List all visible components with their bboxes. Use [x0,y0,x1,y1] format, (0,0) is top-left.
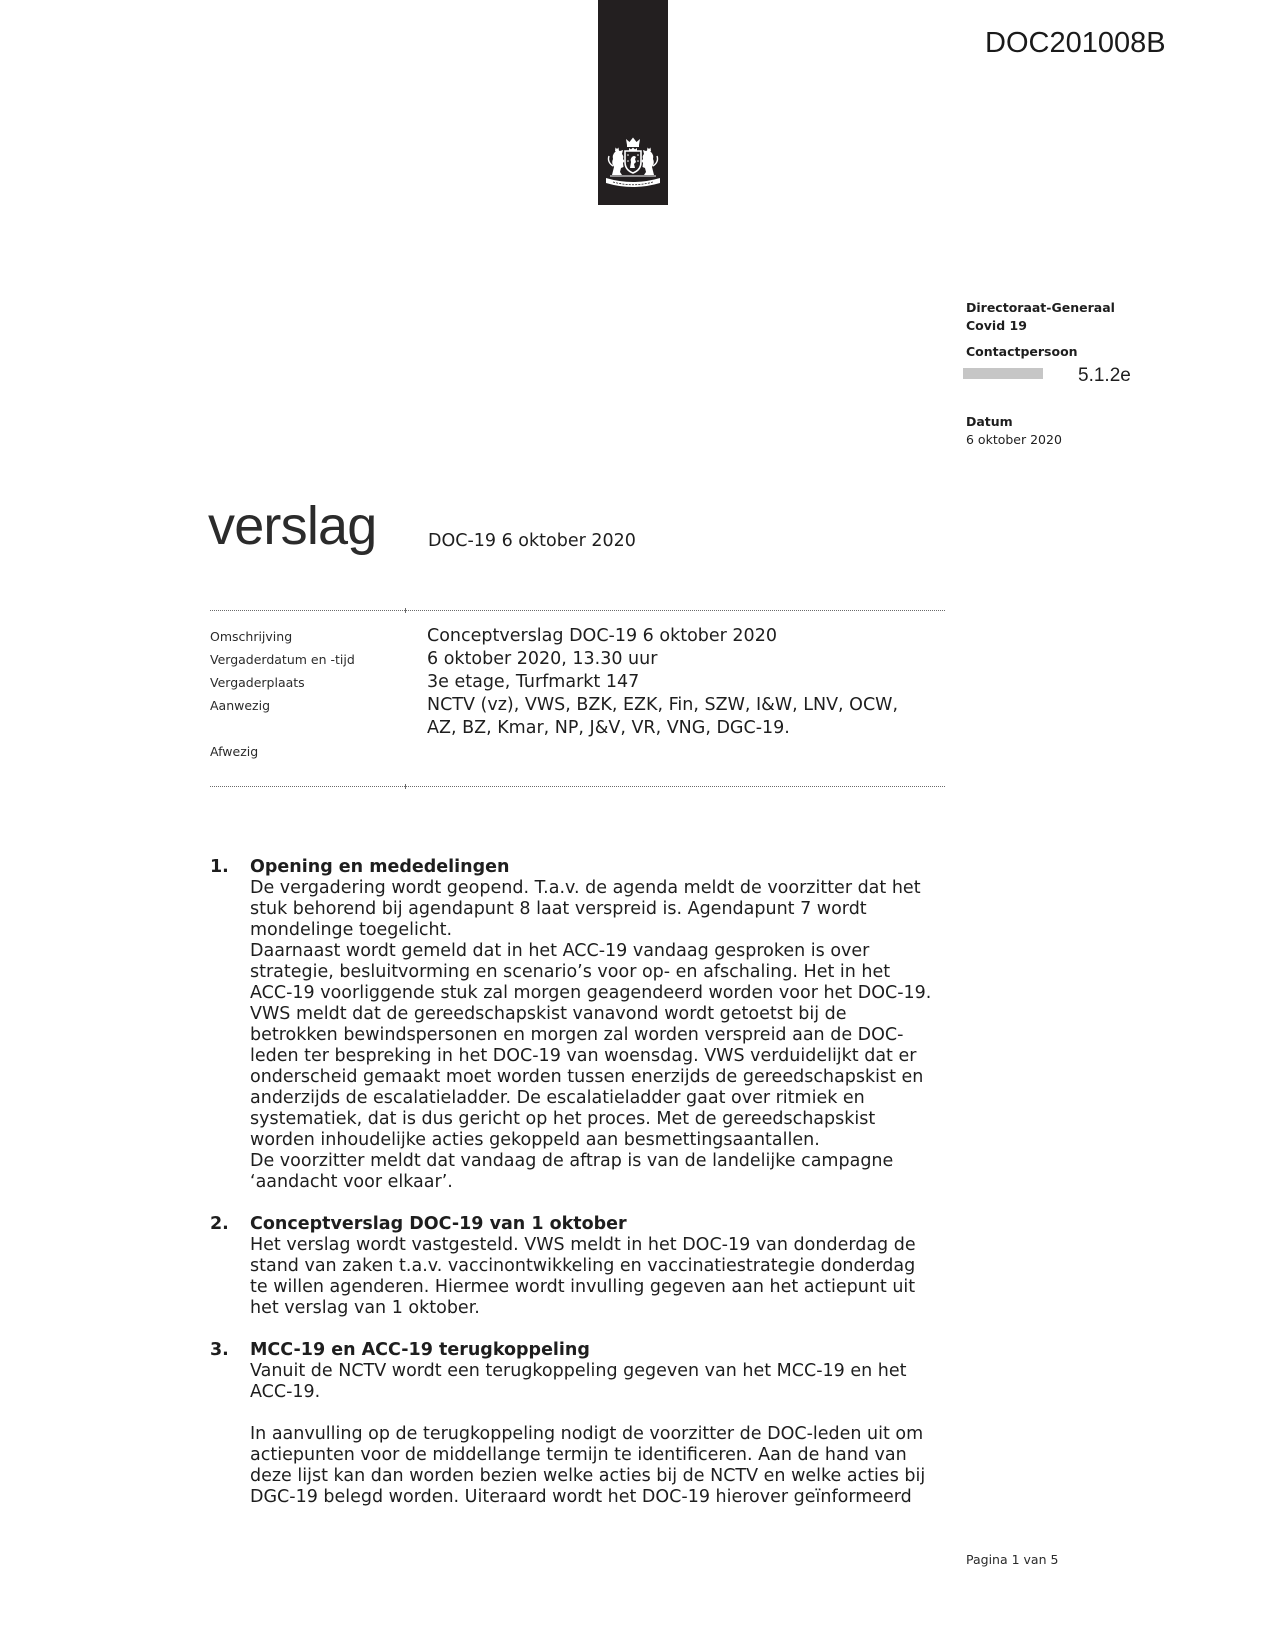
crown-base-shape [627,145,639,147]
paragraph-line: VWS meldt dat de gereedschapskist vanavond wordt getoetst bij de [250,1004,847,1024]
agenda-item [210,1340,970,1508]
agenda-item [210,1214,970,1319]
agenda-item-content [250,857,970,1193]
paragraph-line: In aanvulling op de terugkoppeling nodigt de voorzitter de DOC-leden uit om [250,1424,924,1444]
paragraph-line: De voorzitter meldt dat vandaag de aftrap is van de landelijke campagne [250,1151,894,1171]
paragraph-line: De vergadering wordt geopend. T.a.v. de agenda meldt de voorzitter dat het [250,878,921,898]
page-number: Pagina 1 van 5 [966,1552,1059,1567]
agenda-item-number: 3. [210,1340,229,1360]
redaction-code: 5.1.2e [1078,365,1131,386]
agenda-item-title: MCC-19 en ACC-19 terugkoppeling [250,1340,590,1360]
meta-value-line: 6 oktober 2020, 13.30 uur [427,649,658,669]
paragraph-line: stuk behorend bij agendapunt 8 laat verspreid is. Agendapunt 7 wordt [250,899,867,919]
paragraph-line: te willen agenderen. Hiermee wordt invulling gegeven aan het actiepunt uit [250,1277,916,1297]
paragraph-line: Vanuit de NCTV wordt een terugkoppeling gegeven van het MCC-19 en het [250,1361,907,1381]
agenda-item-number: 2. [210,1214,229,1234]
meta-value-line: 3e etage, Turfmarkt 147 [427,672,640,692]
meta-row [210,740,945,763]
paragraph-line: ACC-19. [250,1382,321,1402]
meta-table [210,625,945,763]
logo-bar [598,0,668,205]
paragraph-line: actiepunten voor de middellange termijn te identificeren. Aan de hand van [250,1445,907,1465]
agenda-items [210,857,970,1529]
meta-label: Omschrijving [210,629,293,644]
paragraph-line: betrokken bewindspersonen en morgen zal worden verspreid aan de DOC- [250,1025,904,1045]
paragraph-line: onderscheid gemaakt moet worden tussen enerzijds de gereedschapskist en [250,1067,924,1087]
lion-left-shape [609,148,625,176]
paragraph-line: Het verslag wordt vastgesteld. VWS meldt in het DOC-19 van donderdag de [250,1235,916,1255]
paragraph-line: het verslag van 1 oktober. [250,1298,480,1318]
bottom-divider [210,786,945,787]
meta-row [210,694,945,740]
paragraph-line: mondelinge toegelicht. [250,920,453,940]
date-value: 6 oktober 2020 [966,432,1062,447]
organisation-label: Directoraat-Generaal [966,300,1115,315]
agenda-item [210,857,970,1193]
paragraph-line: systematiek, dat is dus gericht op het proces. Met de gereedschapskist [250,1109,876,1129]
date-label: Datum [966,414,1013,429]
meta-value-line: AZ, BZ, Kmar, NP, J&V, VR, VNG, DGC-19. [427,718,790,738]
paragraph-line: Daarnaast wordt gemeld dat in het ACC-19 vandaag gesproken is over [250,941,870,961]
redaction-bar [963,368,1043,379]
meta-row [210,671,945,694]
meta-label: Vergaderdatum en -tijd [210,652,355,667]
agenda-item-title: Opening en mededelingen [250,857,510,877]
paragraph-line: ACC-19 voorliggende stuk zal morgen geagendeerd worden voor het DOC-19. [250,983,932,1003]
meta-value [427,694,898,740]
meta-value-line: Conceptverslag DOC-19 6 oktober 2020 [427,626,777,646]
agenda-item-content [250,1340,970,1508]
paragraph-line: DGC-19 belegd worden. Uiteraard wordt het DOC-19 hierover geïnformeerd [250,1487,912,1507]
paragraph-line: leden ter bespreking in het DOC-19 van woensdag. VWS verduidelijkt dat er [250,1046,917,1066]
coat-of-arms-icon [603,136,663,192]
paragraph [250,1361,970,1403]
meta-value [427,671,639,694]
paragraph-line: strategie, besluitvorming en scenario’s voor op- en afschaling. Het in het [250,962,891,982]
meta-label: Afwezig [210,744,259,759]
contact-label: Contactpersoon [966,344,1078,359]
meta-row [210,625,945,648]
shield-shape [625,148,641,173]
organisation-sub-label: Covid 19 [966,318,1027,333]
paragraph [250,878,970,1193]
document-id: DOC201008B [985,27,1166,59]
meta-label: Aanwezig [210,698,271,713]
agenda-item-title: Conceptverslag DOC-19 van 1 oktober [250,1214,627,1234]
document-subtitle: DOC-19 6 oktober 2020 [428,531,636,551]
document-type-title: verslag [208,496,377,556]
agenda-item-number: 1. [210,857,229,877]
meta-label: Vergaderplaats [210,675,305,690]
meta-value [427,625,777,648]
paragraph-line: worden inhoudelijke acties gekoppeld aan besmettingsaantallen. [250,1130,820,1150]
paragraph [250,1235,970,1319]
crown-shape [626,138,640,146]
paragraph-line: stand van zaken t.a.v. vaccinontwikkeling en vaccinatiestrategie donderdag [250,1256,916,1276]
meta-value-line: NCTV (vz), VWS, BZK, EZK, Fin, SZW, I&W, LNV, OCW, [427,695,899,715]
meta-row [210,648,945,671]
lion-right-shape [642,148,658,176]
agenda-item-content [250,1214,970,1319]
paragraph-line: deze lijst kan dan worden bezien welke acties bij de NCTV en welke acties bij [250,1466,926,1486]
ribbon-shape [606,178,660,187]
meta-value [427,648,657,671]
paragraph-line: anderzijds de escalatieladder. De escalatieladder gaat over ritmiek en [250,1088,865,1108]
top-divider [210,610,945,611]
paragraph-line: ‘aandacht voor elkaar’. [250,1172,453,1192]
paragraph [250,1424,970,1508]
